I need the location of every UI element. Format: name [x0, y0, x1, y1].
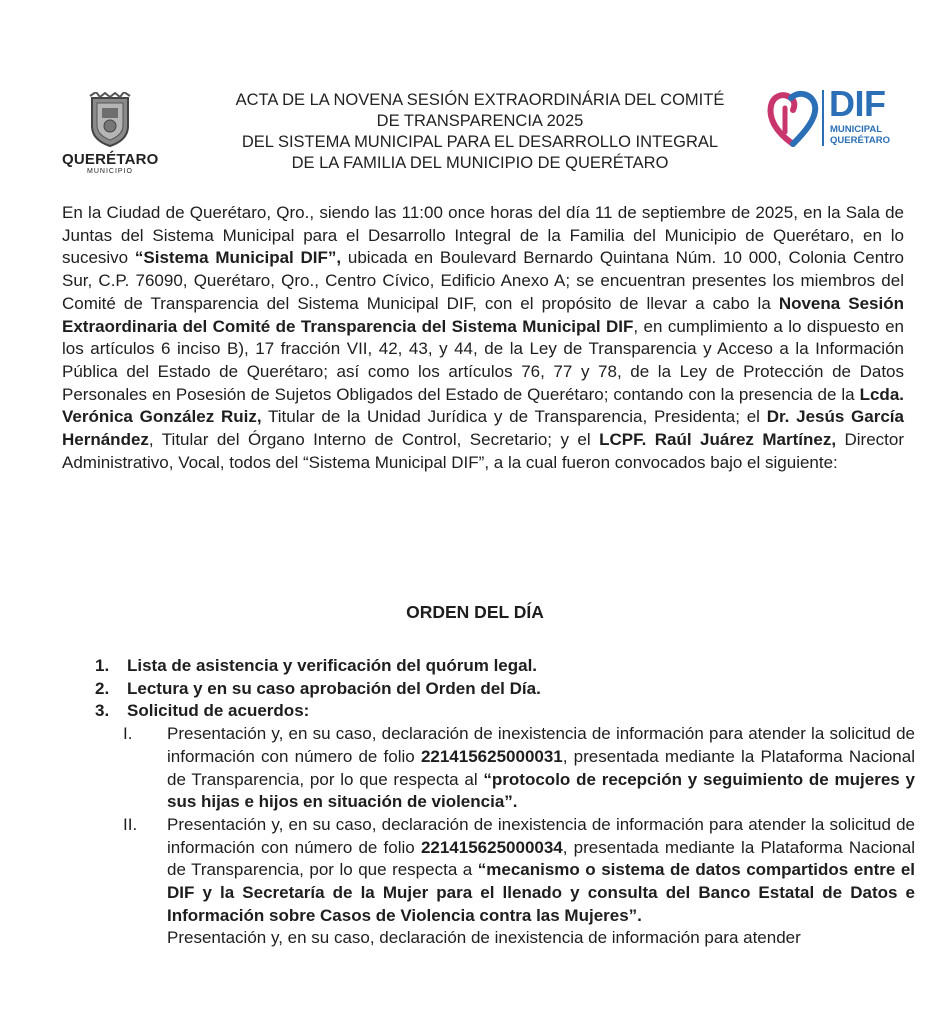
agenda-subitem: [123, 814, 915, 928]
dif-logo: [765, 83, 905, 156]
agenda-item: [95, 678, 915, 701]
intro-text-2: ubicada en Boulevard Bernardo Quintana Núm. 10 000, Colonia Centro Sur, C.P. 76090, Querétaro, Qro., Centro Cívico, Edificio Anexo A; se encuentran presentes los miembros del Comité de Transparencia del Sistema Municipal DIF, con el propósito de llevar a cabo la: [62, 248, 904, 313]
agenda-item-text: Lectura y en su caso aprobación del Orden del Día.: [127, 678, 541, 698]
municipality-name: QUERÉTARO: [62, 151, 159, 168]
title-line-3: DEL SISTEMA MUNICIPAL PARA EL DESARROLLO INTEGRAL: [241, 133, 719, 151]
subitem-text: [167, 814, 915, 928]
subitem-topic: “mecanismo o sistema de datos compartidos entre el DIF y la Secretaría de la Mujer para el llenado y consulta del Banco Estatal de Datos e Información sobre Casos de Violencia contra las Mujeres”.: [167, 860, 915, 925]
subitem-text: [167, 723, 915, 814]
agenda-heading: ORDEN DEL DÍA: [406, 602, 544, 622]
intro-bold-3: Lcda. Verónica González Ruiz,: [62, 384, 904, 427]
document-title: [200, 90, 760, 174]
subitem-numeral: [123, 927, 167, 950]
folio-number: 221415625000034: [420, 837, 563, 857]
title-line-2: DE TRANSPARENCIA 2025: [376, 112, 584, 130]
intro-text-3: , en cumplimiento a lo dispuesto en los artículos 6 inciso B), 17 fracción VII, 42, 43, y 44, de la Ley de Transparencia y Acceso a la Información Pública del Estado de Querétaro; así como los artículos 76, 77 y 78, de la Ley de Protección de Datos Personales en Posesión de Sujetos Obligados del Estado de Querétaro; contando con la presencia de la: [62, 316, 904, 404]
municipality-logo: [62, 92, 158, 176]
intro-bold-4: Dr. Jesús García Hernández: [62, 407, 904, 450]
coat-of-arms-icon: [86, 92, 134, 148]
intro-text-6: Director Administrativo, Vocal, todos del “Sistema Municipal DIF”, a la cual fueron convocados bajo el siguiente:: [62, 430, 905, 472]
municipality-sub: MUNICIPIO: [87, 168, 133, 175]
agenda-item-text: Lista de asistencia y verificación del quórum legal.: [127, 656, 538, 675]
subitem-text-cut: Presentación y, en su caso, declaración de inexistencia de información para atender: [167, 928, 801, 948]
agenda-item-number: 3.: [95, 701, 110, 721]
subitem-topic: “protocolo de recepción y seguimiento de mujeres y sus hijas e hijos en situación de violencia”.: [167, 769, 915, 812]
agenda-list: [95, 655, 915, 950]
intro-text-5: , Titular del Órgano Interno de Control, Secretario; y el: [148, 430, 600, 450]
agenda-item: [95, 655, 915, 678]
intro-bold-1: “Sistema Municipal DIF”,: [134, 248, 342, 268]
intro-paragraph: [62, 202, 904, 474]
dif-wordmark: DIF: [829, 83, 886, 124]
agenda-item-text: Solicitud de acuerdos:: [127, 701, 310, 721]
agenda-subitem: [123, 723, 915, 814]
title-line-4: DE LA FAMILIA DEL MUNICIPIO DE QUERÉTARO: [291, 154, 669, 172]
dif-subtitle-line-2: QUERÉTARO: [830, 135, 890, 146]
dif-divider: [822, 90, 824, 146]
subitem-text-a: Presentación y, en su caso, declaración de inexistencia de información para atender la solicitud de información con número de folio: [167, 814, 915, 857]
subitem-numeral: II.: [123, 814, 138, 834]
intro-text-1: En la Ciudad de Querétaro, Qro., siendo las 11:00 once horas del día 11 de septiembre de 2025, en la Sala de Juntas del Sistema Municipal para el Desarrollo Integral de la Familia del Municipio de Querétaro, en lo sucesivo: [62, 203, 904, 268]
subitem-text-a: Presentación y, en su caso, declaración de inexistencia de información para atender la solicitud de información con número de folio: [167, 724, 915, 766]
agenda-item-number: 1.: [95, 656, 110, 675]
title-line-1: ACTA DE LA NOVENA SESIÓN EXTRAORDINÁRIA DEL COMITÉ: [235, 91, 725, 109]
folio-number: 221415625000031: [420, 746, 563, 766]
agenda-item: [95, 700, 915, 723]
subitem-text-b: , presentada mediante la Plataforma Nacional de Transparencia, por lo que respecta al: [167, 746, 915, 789]
agenda-subitem-cut: [123, 927, 915, 950]
intro-bold-2: Novena Sesión Extraordinaria del Comité de Transparencia del Sistema Municipal DIF: [62, 293, 904, 336]
intro-text-4: Titular de la Unidad Jurídica y de Transparencia, Presidenta; el: [261, 407, 767, 427]
subitem-numeral: I.: [123, 724, 133, 744]
subitem-text-b: , presentada mediante la Plataforma Nacional de Transparencia, por lo que respecta a: [167, 837, 915, 880]
dif-subtitle: [830, 124, 890, 146]
dif-heart-icon: [765, 86, 821, 150]
intro-bold-5: LCPF. Raúl Juárez Martínez,: [599, 430, 837, 450]
agenda-item-number: 2.: [95, 678, 110, 698]
document-header: [0, 0, 950, 200]
dif-subtitle-line-1: MUNICIPAL: [830, 124, 883, 135]
